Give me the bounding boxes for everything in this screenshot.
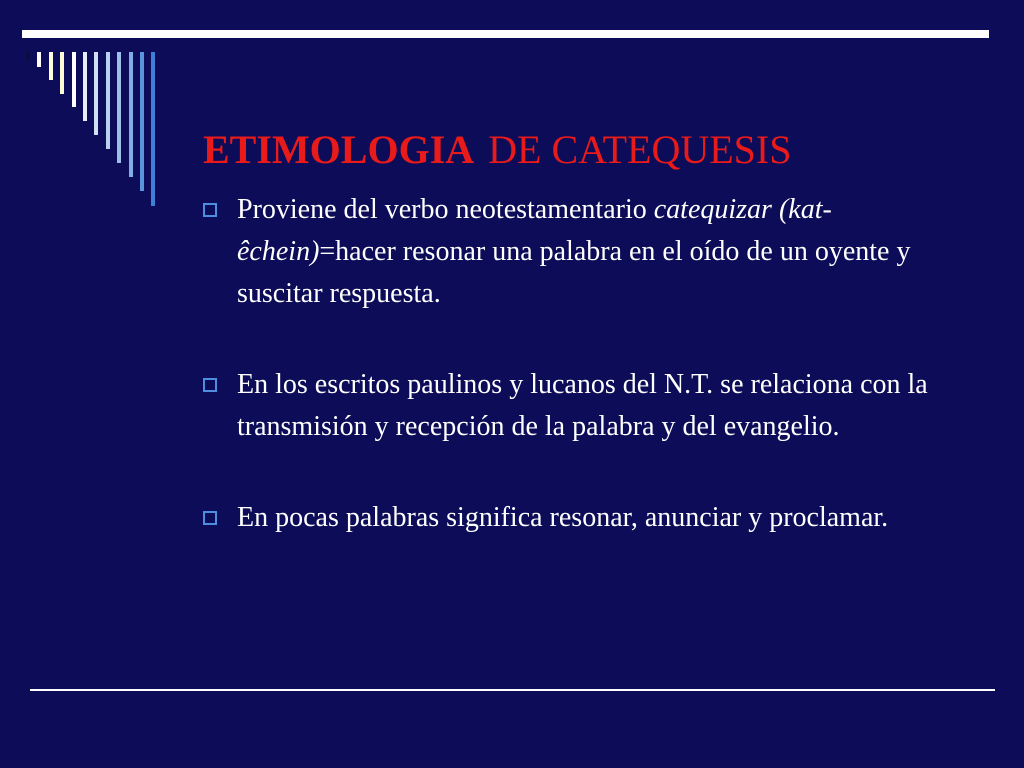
decorative-bar <box>83 52 87 121</box>
bullet-text <box>237 369 928 442</box>
decorative-bar <box>49 52 53 80</box>
bullet-item <box>200 189 960 315</box>
bullet-text-italic: catequizar (kat-êchein) <box>237 194 832 267</box>
square-bullet-icon <box>203 511 217 525</box>
title-part-2: DE CATEQUESIS <box>488 126 792 172</box>
decorative-bars <box>0 0 200 220</box>
decorative-bar <box>72 52 76 107</box>
decorative-bar <box>129 52 133 177</box>
decorative-bar <box>37 52 41 67</box>
bullet-text <box>237 502 888 533</box>
bullet-item <box>200 364 960 448</box>
square-bullet-icon <box>203 378 217 392</box>
decorative-bar <box>140 52 144 191</box>
bottom-rule <box>30 689 995 691</box>
decorative-bar <box>60 52 64 94</box>
title-part-1: ETIMOLOGIA <box>203 126 475 172</box>
square-bullet-icon <box>203 203 217 217</box>
bullet-text-before: En pocas palabras significa resonar, anunciar y proclamar. <box>237 502 889 533</box>
bullet-text-before: En los escritos paulinos y lucanos del N.T. se relaciona con la transmisión y recepción de la palabra y del evangelio. <box>237 369 928 442</box>
decorative-bar <box>94 52 98 135</box>
bullet-text-after: =hacer resonar una palabra en el oído de un oyente y suscitar respuesta. <box>237 236 911 309</box>
decorative-bar <box>151 52 155 206</box>
bullet-item <box>200 497 960 539</box>
bullet-text-before: Proviene del verbo neotestamentario <box>237 194 654 225</box>
decorative-bar <box>26 52 30 60</box>
bullet-list <box>200 189 960 539</box>
slide-title <box>203 125 792 175</box>
decorative-bar <box>117 52 121 163</box>
bullet-text <box>237 194 910 309</box>
decorative-bar <box>106 52 110 149</box>
